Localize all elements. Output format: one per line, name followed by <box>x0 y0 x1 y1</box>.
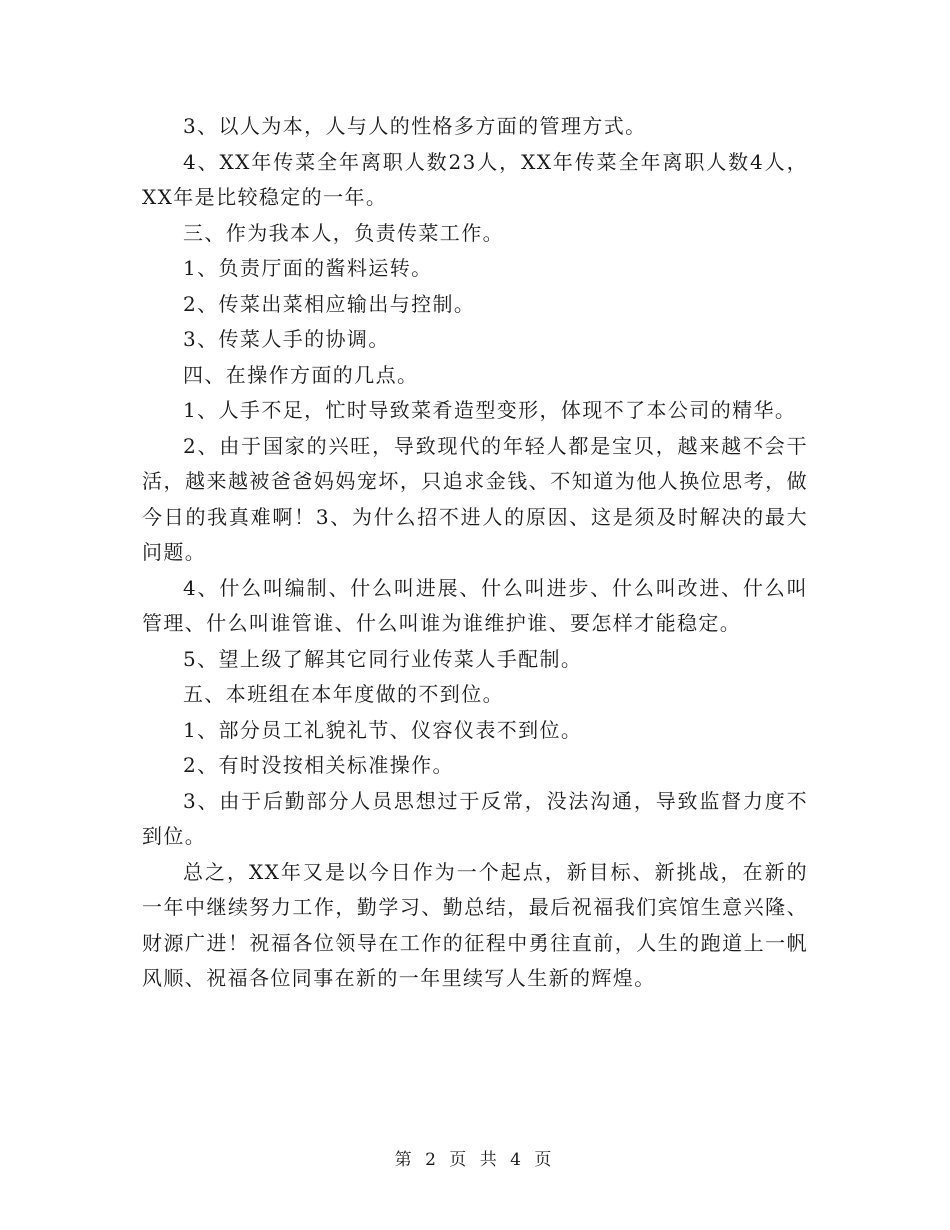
page-number-footer: 第 2 页 共 4 页 <box>394 1150 556 1170</box>
paragraph: 4、什么叫编制、什么叫进展、什么叫进步、什么叫改进、什么叫管理、什么叫谁管谁、什么叫谁为谁维护谁、要怎样才能稳定。 <box>142 575 808 635</box>
closing-paragraph: 总之，XX年又是以今日作为一个起点，新目标、新挑战，在新的一年中继续努力工作，勤学习、勤总结，最后祝福我们宾馆生意兴隆、财源广进！祝福各位领导在工作的征程中勇往直前，人生的跑道上一帆风顺、祝福各位同事在新的一年里续写人生新的辉煌。 <box>142 859 808 990</box>
paragraph: 2、有时没按相关标准操作。 <box>183 753 454 777</box>
paragraph: 3、由于后勤部分人员思想过于反常，没法沟通，导致监督力度不到位。 <box>142 788 808 848</box>
paragraph: 2、传菜出菜相应输出与控制。 <box>183 291 476 316</box>
paragraph: 5、望上级了解其它同行业传菜人手配制。 <box>183 646 583 671</box>
paragraph: 1、部分员工礼貌礼节、仪容仪表不到位。 <box>183 717 583 742</box>
paragraph: 1、负责厅面的酱料运转。 <box>183 256 433 280</box>
document-body <box>142 109 808 997</box>
section-heading: 四、在操作方面的几点。 <box>183 362 419 387</box>
section-heading: 三、作为我本人，负责传菜工作。 <box>183 220 504 245</box>
section-heading: 五、本班组在本年度做的不到位。 <box>183 682 504 706</box>
paragraph: 3、传菜人手的协调。 <box>183 327 390 351</box>
paragraph: 1、人手不足，忙时导致菜肴造型变形，体现不了本公司的精华。 <box>183 398 797 422</box>
paragraph: 3、以人为本，人与人的性格多方面的管理方式。 <box>183 114 647 138</box>
paragraph: 4、XX年传菜全年离职人数23人，XX年传菜全年离职人数4人，XX年是比较稳定的一年。 <box>142 149 808 209</box>
paragraph: 2、由于国家的兴旺，导致现代的年轻人都是宝贝，越来越不会干活，越来越被爸爸妈妈宠坏，只追求金钱、不知道为他人换位思考，做今日的我真难啊！3、为什么招不进人的原因、这是须及时解决的最大问题。 <box>142 433 808 564</box>
